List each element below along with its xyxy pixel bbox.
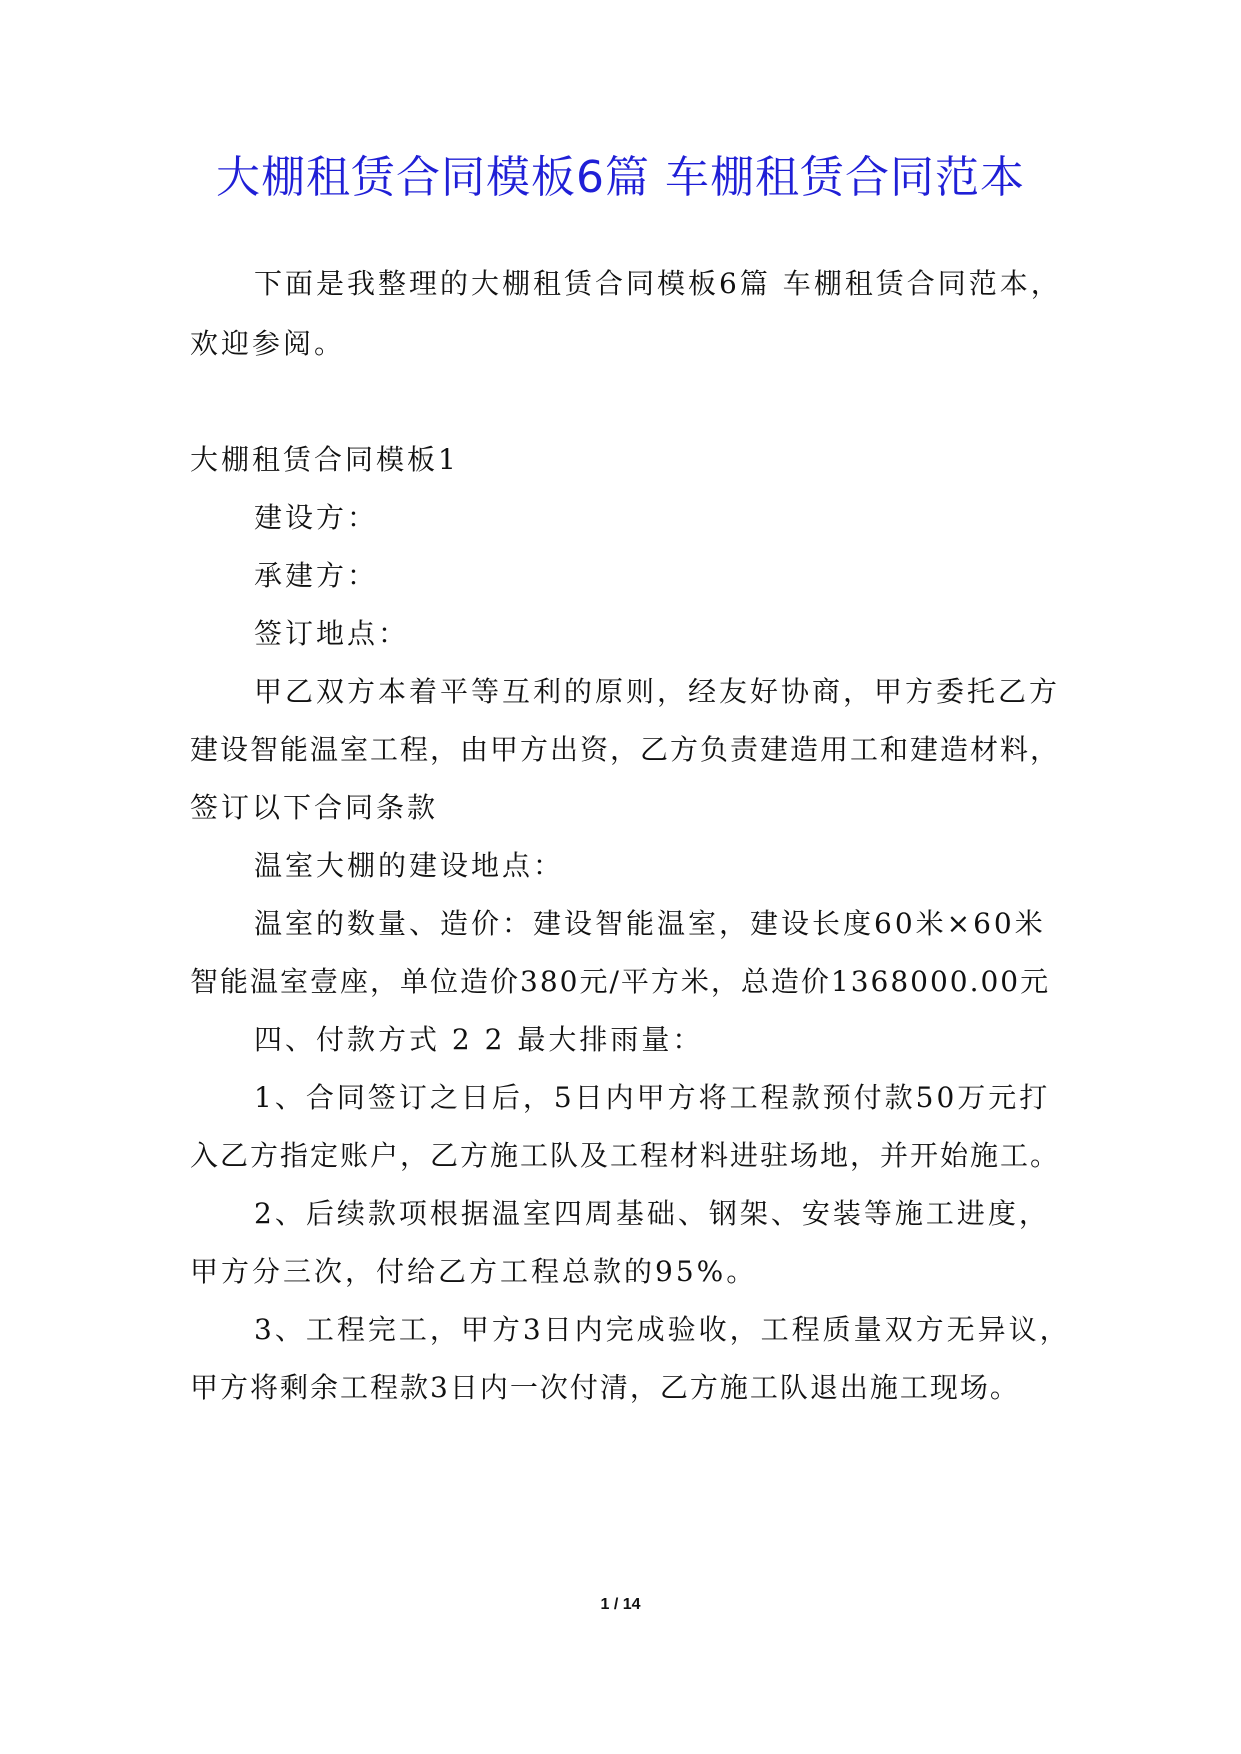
paragraph-line: 四、付款方式 2 2 最大排雨量：: [254, 1023, 704, 1056]
paragraph-line: 下面是我整理的大棚租赁合同模板6篇 车棚租赁合同范本，: [254, 267, 1062, 300]
section-heading: 大棚租赁合同模板1: [190, 443, 459, 476]
paragraph-line: 甲乙双方本着平等互利的原则，经友好协商，甲方委托乙方: [254, 675, 1061, 708]
paragraph-line: 甲方分三次，付给乙方工程总款的95%。: [190, 1255, 758, 1288]
paragraph-line: 智能温室壹座，单位造价380元/平方米，总造价1368000.00元: [190, 965, 1051, 998]
paragraph-line: 建设方：: [254, 501, 379, 534]
paragraph-line: 入乙方指定账户，乙方施工队及工程材料进驻场地，并开始施工。: [190, 1139, 1061, 1172]
paragraph-line: 1、合同签订之日后，5日内甲方将工程款预付款50万元打: [254, 1081, 1051, 1114]
paragraph-line: 签订地点：: [254, 617, 410, 650]
paragraph-line: 签订以下合同条款: [190, 791, 439, 824]
paragraph-line: 3、工程完工，甲方3日内完成验收，工程质量双方无异议，: [254, 1313, 1071, 1346]
paragraph-line: 欢迎参阅。: [190, 327, 346, 360]
paragraph-line: 甲方将剩余工程款3日内一次付清，乙方施工队退出施工现场。: [190, 1371, 1020, 1404]
paragraph-line: 2、后续款项根据温室四周基础、钢架、安装等施工进度，: [254, 1197, 1050, 1230]
paragraph-line: 温室大棚的建设地点：: [254, 849, 565, 882]
page-number: 1 / 14: [600, 1596, 641, 1613]
paragraph-line: 建设智能温室工程，由甲方出资，乙方负责建造用工和建造材料，: [190, 733, 1061, 766]
document-title: 大棚租赁合同模板6篇 车棚租赁合同范本: [216, 152, 1025, 203]
paragraph-line: 承建方：: [254, 559, 379, 592]
paragraph-line: 温室的数量、造价：建设智能温室，建设长度60米×60米: [254, 907, 1046, 940]
